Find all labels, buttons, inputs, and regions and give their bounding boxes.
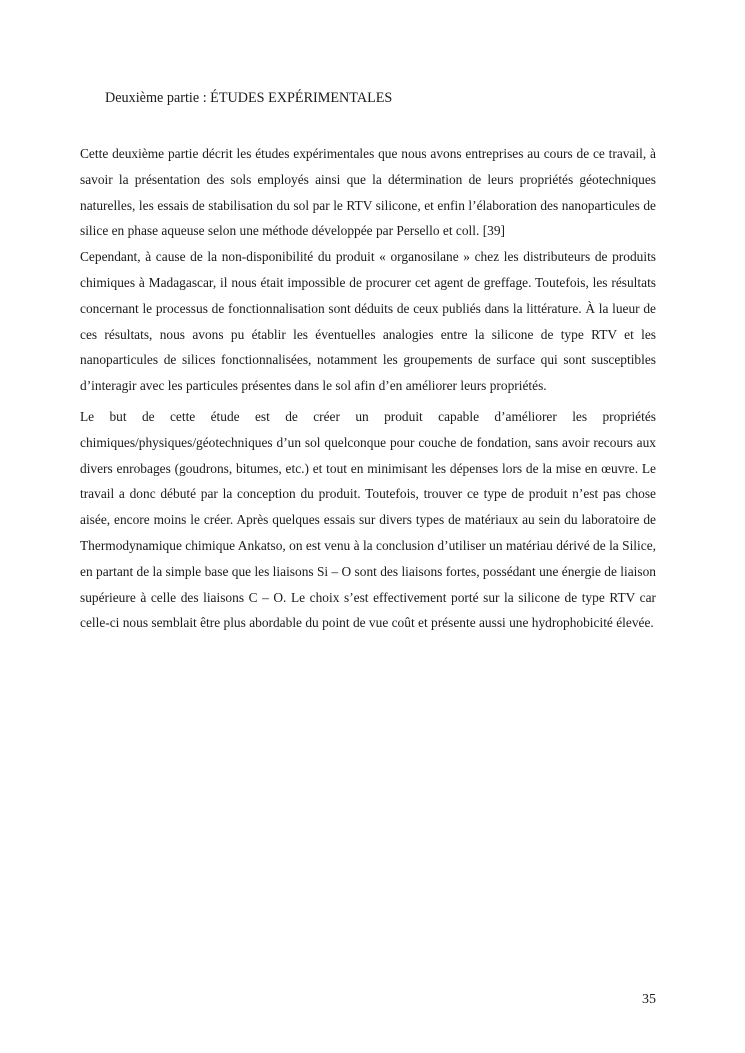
section-heading: Deuxième partie : ÉTUDES EXPÉRIMENTALES: [105, 90, 393, 106]
page-number: 35: [642, 992, 656, 1007]
paragraph-objective: Le but de cette étude est de créer un produit capable d’améliorer les propriétés chimiques/physiques/géotechniques d’un sol quelconque pour couche de fondation, sans avoir recours aux divers enrobages (goudrons, bitumes, etc.) et tout en minimisant les dépenses lors de la mise en œuvre. Le travail a donc débuté par la conception du produit. Toutefois, trouver ce type de produit n’est pas chose aisée, encore moins le créer. Après quelques essais sur divers types de matériaux au sein du laboratoire de Thermodynamique chimique Ankatso, on est venu à la conclusion d’utiliser un matériau dérivé de la Silice, en partant de la simple base que les liaisons Si – O sont des liaisons fortes, possédant une énergie de liaison supérieure à celle des liaisons C – O. Le choix s’est effectivement porté sur la silicone de type RTV car celle-ci nous semblait être plus abordable du point de vue coût et présente aussi une hydrophobicité élevée.: [80, 408, 656, 631]
body-text: [80, 141, 656, 636]
paragraph-availability: Cependant, à cause de la non-disponibilité du produit « organosilane » chez les distributeurs de produits chimiques à Madagascar, il nous était impossible de procurer cet agent de greffage. Toutefois, les résultats concernant le processus de fonctionnalisation sont déduits de ceux publiés dans la littérature. À la lueur de ces résultats, nous avons pu établir les éventuelles analogies entre la silicone de type RTV et les nanoparticules de silices fonctionnalisées, notamment les groupements de surface qui sont susceptibles d’interagir avec les particules présentes dans le sol afin d’en améliorer leurs propriétés.: [80, 249, 656, 394]
paragraph-intro: Cette deuxième partie décrit les études expérimentales que nous avons entreprises au cours de ce travail, à savoir la présentation des sols employés ainsi que la détermination de leurs propriétés géotechniques naturelles, les essais de stabilisation du sol par le RTV silicone, et enfin l’élaboration des nanoparticules de silice en phase aqueuse selon une méthode développée par Persello et coll. [39]: [80, 146, 656, 239]
